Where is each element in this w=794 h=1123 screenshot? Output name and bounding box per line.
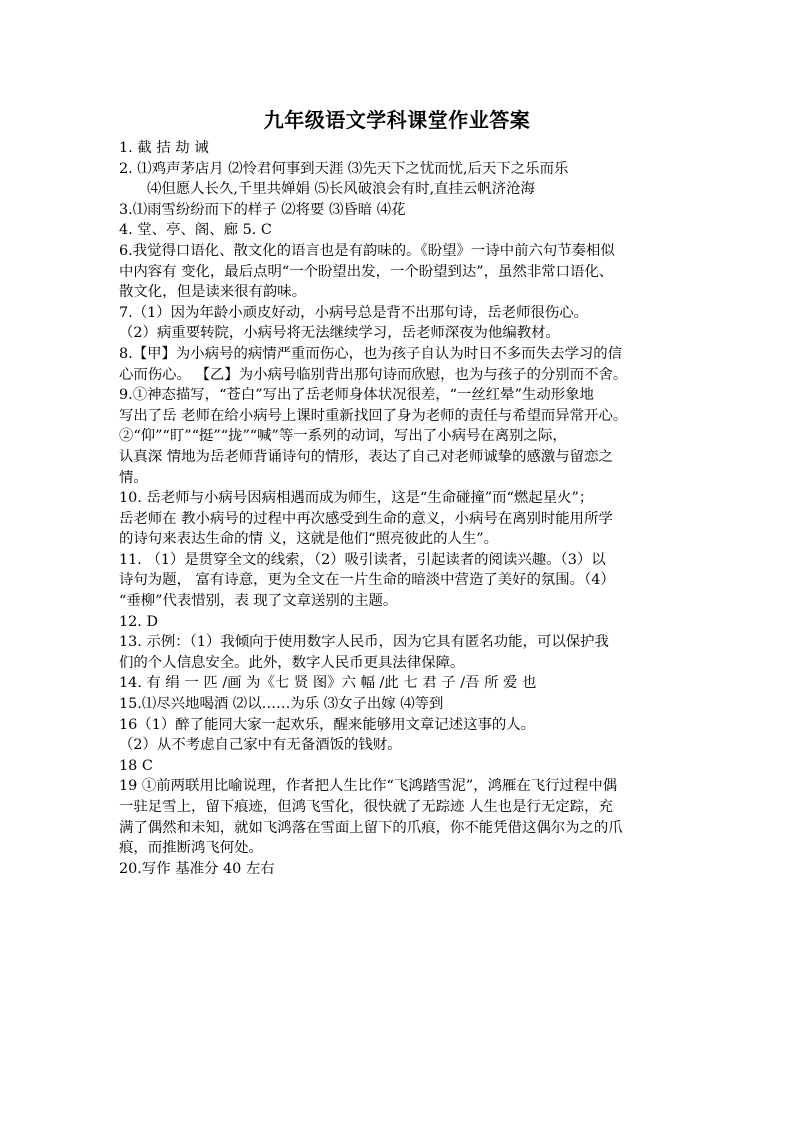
- answer-line: 18 C: [119, 757, 153, 774]
- answer-line: ⑷但愿人长久,千里共婵娟 ⑸长风破浪会有时,直挂云帆济沧海: [147, 181, 535, 198]
- answer-line: 岳老师在 教小病号的过程中再次感受到生命的意义，小病号在离别时能用所学: [119, 510, 613, 527]
- answer-line: 情。: [119, 469, 148, 486]
- answer-line: 们的个人信息安全。此外，数字人民币更具法律保障。: [119, 654, 465, 671]
- answer-line: 20.写作 基准分 40 左右: [119, 860, 275, 877]
- answer-line: 1. 截 拮 劫 诫: [119, 140, 209, 156]
- answer-line: 15.⑴尽兴地喝酒 ⑵以……为乐 ⑶女子出嫁 ⑷等到: [119, 696, 444, 713]
- answer-line: 满了偶然和未知，就如飞鸿落在雪面上留下的爪痕，你不能凭借这偶尔为之的爪: [119, 819, 623, 836]
- answer-line: ②“仰”“盯”“挺”“拢”“喊”等一系列的动词，写出了小病号在离别之际，: [119, 428, 567, 445]
- answer-line: 诗句为题， 富有诗意，更为全文在一片生命的暗淡中营造了美好的氛围。（4）: [119, 572, 615, 589]
- answer-line: 12. D: [119, 613, 158, 630]
- answer-line: 散文化，但是读来很有韵味。: [119, 284, 307, 301]
- answer-line: 认真深 情地为岳老师背诵诗句的情形，表达了自己对老师诚挚的感激与留恋之: [119, 448, 613, 465]
- answer-list: [119, 138, 699, 879]
- answer-line: 心而伤心。 【乙】为小病号临别背出那句诗而欣慰，也为与孩子的分别而不舍。: [119, 366, 628, 383]
- answer-line: 13. 示例：（1）我倾向于使用数字人民币，因为它具有匿名功能，可以保护我: [119, 634, 609, 651]
- answer-line: 6.我觉得口语化、散文化的语言也是有韵味的。《盼望》一诗中前六句节奏相似: [119, 242, 615, 259]
- answer-line: 中内容有 变化，最后点明“一个盼望出发，一个盼望到达”，虽然非常口语化、: [119, 263, 614, 280]
- answer-line: 3.⑴雨雪纷纷而下的样子 ⑵将要 ⑶昏暗 ⑷花: [119, 201, 406, 218]
- answer-line: 14. 有 绢 一 匹 /画 为《七 贤 图》六 幅 /此 七 君 子 /吾 所 爱 也: [119, 675, 537, 692]
- answer-line: （2）从不考虑自己家中有无备酒饭的钱财。: [119, 737, 402, 754]
- answer-line: 11. （1）是贯穿全文的线索，（2）吸引读者，引起读者的阅读兴趣。（3）以: [119, 551, 606, 568]
- answer-line: 4. 堂、亭、阁、廊 5. C: [119, 222, 272, 239]
- answer-line: 2. ⑴鸡声茅店月 ⑵怜君何事到天涯 ⑶先天下之忧而忧,后天下之乐而乐: [119, 160, 569, 177]
- answer-line: 19 ①前两联用比喻说理，作者把人生比作“飞鸿踏雪泥”，鸿雁在飞行过程中偶: [119, 778, 618, 795]
- answer-line: 16（1）醉了能同大家一起欢乐，醒来能够用文章记述这事的人。: [119, 716, 536, 733]
- answer-line: 8.【甲】为小病号的病情严重而伤心，也为孩子自认为时日不多而失去学习的信: [119, 345, 623, 362]
- answer-line: 9.①神态描写，“苍白”写出了岳老师身体状况很差，“一丝红晕”生动形象地: [119, 387, 594, 404]
- answer-line: 7.（1）因为年龄小顽皮好动，小病号总是背不出那句诗，岳老师很伤心。: [119, 304, 588, 321]
- answer-line: 痕，而推断鸿飞何处。: [119, 840, 263, 857]
- answer-line: 10. 岳老师与小病号因病相遇而成为师生，这是“生命碰撞”而“燃起星火”；: [119, 490, 594, 507]
- answer-line: 的诗句来表达生命的情 义，这就是他们“照亮彼此的人生”。: [119, 531, 499, 548]
- answer-line: “垂柳”代表惜别，表 现了文章送别的主题。: [119, 593, 398, 610]
- document-title: 九年级语文学科课堂作业答案: [263, 108, 531, 132]
- answer-line: 一驻足雪上，留下痕迹，但鸿飞雪化，很快就了无踪迹 人生也是行无定踪，充: [119, 799, 613, 815]
- answer-line: （2）病重要转院，小病号将无法继续学习，岳老师深夜为他编教材。: [119, 325, 560, 342]
- answer-line: 写出了岳 老师在给小病号上课时重新找回了身为老师的责任与希望而异常开心。: [119, 407, 628, 424]
